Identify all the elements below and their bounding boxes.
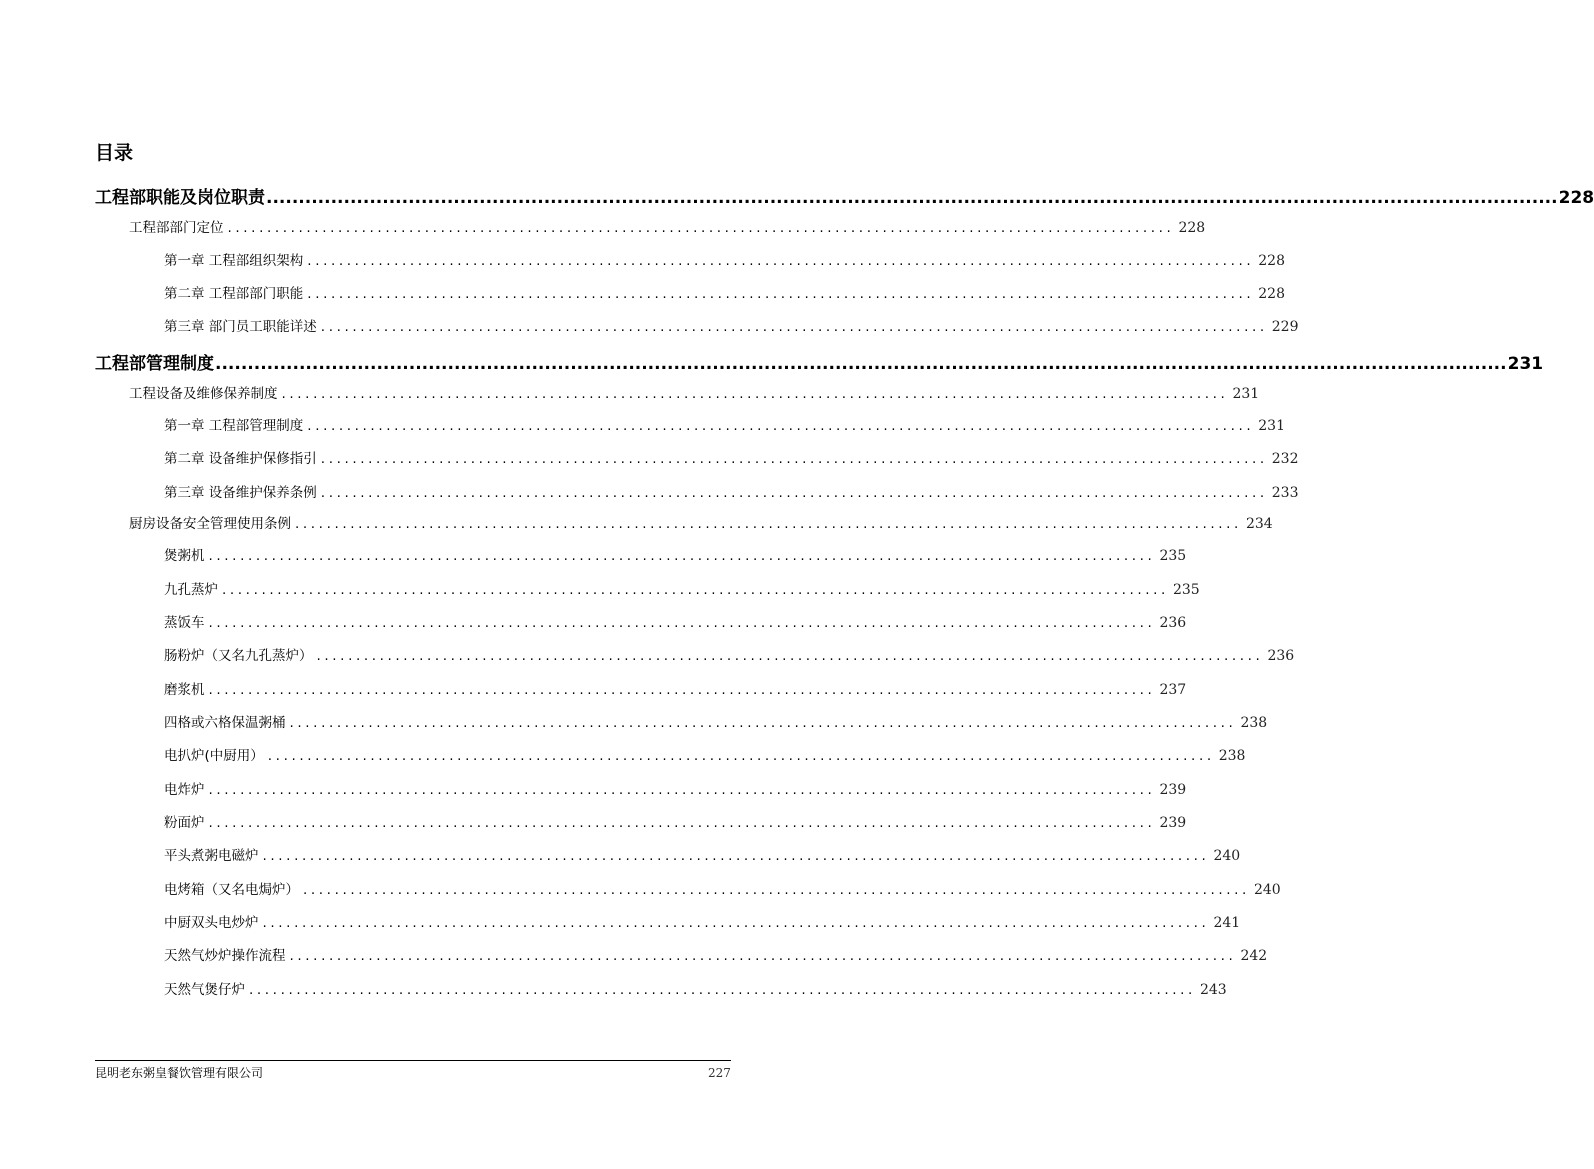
toc-entry-page-number: 231 xyxy=(1232,386,1260,402)
toc-entry-label: 天然气煲仔炉 xyxy=(164,982,245,998)
toc-entry-page-number: 242 xyxy=(1240,948,1268,964)
toc-entry[interactable] xyxy=(164,811,1187,831)
toc-entry[interactable] xyxy=(164,778,1187,798)
toc-dot-leader: ........................................................................................................................ xyxy=(295,516,1242,532)
toc-entry-page-number: 243 xyxy=(1199,982,1227,998)
toc-dot-leader: ........................................................................................................................ xyxy=(307,418,1255,434)
toc-entry[interactable] xyxy=(164,678,1187,698)
toc-entry-label: 中厨双头电炒炉 xyxy=(164,915,259,931)
toc-dot-leader: ........................................................................................................................ xyxy=(320,319,1268,335)
toc-entry[interactable] xyxy=(164,414,1285,434)
toc-entry-page-number: 238 xyxy=(1240,715,1268,731)
toc-entry-label: 磨浆机 xyxy=(164,682,205,698)
toc-dot-leader: ........................................................................................................................ xyxy=(289,715,1237,731)
toc-entry-page-number: 228 xyxy=(1178,220,1206,236)
toc-entry-page-number: 235 xyxy=(1172,582,1200,598)
toc-entry-label: 电烤箱（又名电焗炉） xyxy=(164,882,299,898)
toc-entry-page-number: 235 xyxy=(1159,548,1187,564)
toc-entry-label: 蒸饭车 xyxy=(164,615,205,631)
toc-entry-label: 工程部职能及岗位职责 xyxy=(95,188,265,208)
toc-entry-label: 九孔蒸炉 xyxy=(164,582,218,598)
toc-dot-leader: ........................................................................................................................ xyxy=(227,220,1175,236)
toc-dot-leader: ........................................................................................................................ xyxy=(320,451,1268,467)
toc-entry[interactable] xyxy=(129,216,1206,236)
toc-dot-leader: ........................................................................................................................ xyxy=(222,582,1169,598)
toc-entry-page-number: 236 xyxy=(1159,615,1187,631)
toc-entry-page-number: 228 xyxy=(1258,253,1285,269)
toc-entry-label: 电炸炉 xyxy=(164,782,205,798)
page-title: 目录 xyxy=(95,142,134,164)
toc-dot-leader: ........................................................................................................................ xyxy=(307,253,1255,269)
toc-entry-page-number: 234 xyxy=(1245,516,1273,532)
toc-entry[interactable] xyxy=(164,447,1299,467)
toc-entry-page-number: 236 xyxy=(1267,648,1295,664)
toc-entry-label: 电扒炉(中厨用） xyxy=(164,748,264,764)
toc-entry-page-number: 232 xyxy=(1271,451,1299,467)
footer-divider xyxy=(95,1060,731,1061)
toc-entry[interactable] xyxy=(164,711,1268,731)
toc-dot-leader: ........................................................................................................................ xyxy=(262,915,1210,931)
toc-entry-page-number: 241 xyxy=(1213,915,1241,931)
toc-dot-leader: ........................................................................................................................ xyxy=(316,648,1264,664)
toc-entry-page-number: 239 xyxy=(1159,782,1187,798)
toc-entry[interactable] xyxy=(129,382,1260,402)
footer-company-name: 昆明老东粥皇餐饮管理有限公司 xyxy=(95,1066,264,1080)
toc-entry-page-number: 240 xyxy=(1213,848,1241,864)
toc-entry-label: 粉面炉 xyxy=(164,815,205,831)
toc-entry-label: 工程设备及维修保养制度 xyxy=(129,386,278,402)
toc-entry[interactable] xyxy=(164,744,1246,764)
toc-dot-leader: ........................................................................................................................ xyxy=(267,748,1215,764)
toc-entry-page-number: 240 xyxy=(1253,882,1281,898)
toc-dot-leader: ........................................................................................................................ xyxy=(208,815,1156,831)
toc-entry-label: 工程部管理制度 xyxy=(95,354,214,374)
toc-entry-page-number: 239 xyxy=(1159,815,1187,831)
toc-dot-leader: ........................................................................................................................ xyxy=(208,682,1156,698)
toc-dot-leader: ........................................................................................................................ xyxy=(303,882,1250,898)
toc-entry[interactable] xyxy=(95,183,1594,208)
toc-dot-leader: ........................................................................................................................ xyxy=(249,982,1196,998)
toc-entry-label: 四格或六格保温粥桶 xyxy=(164,715,286,731)
toc-entry[interactable] xyxy=(164,611,1187,631)
toc-entry-label: 工程部部门定位 xyxy=(129,220,224,236)
toc-entry-page-number: 231 xyxy=(1258,418,1285,434)
toc-entry-label: 肠粉炉（又名九孔蒸炉） xyxy=(164,648,313,664)
toc-dot-leader: ........................................................................................................................ xyxy=(208,615,1156,631)
toc-dot-leader: ........................................................................................................................ xyxy=(307,286,1255,302)
toc-entry[interactable] xyxy=(129,512,1273,532)
toc-entry-label: 厨房设备安全管理使用条例 xyxy=(129,516,291,532)
toc-entry-page-number: 233 xyxy=(1271,485,1299,501)
toc-dot-leader: ........................................................................................................................ xyxy=(320,485,1268,501)
toc-entry[interactable] xyxy=(164,282,1285,302)
toc-entry[interactable] xyxy=(164,249,1285,269)
toc-entry[interactable] xyxy=(164,481,1299,501)
toc-entry[interactable] xyxy=(164,315,1299,335)
toc-entry[interactable] xyxy=(164,844,1241,864)
toc-dot-leader: ........................................................................................................................ xyxy=(262,848,1210,864)
toc-entry-page-number: 229 xyxy=(1271,319,1299,335)
toc-entry-label: 第三章 部门员工职能详述 xyxy=(164,319,317,335)
toc-dot-leader: ........................................................................................................................ xyxy=(289,948,1237,964)
toc-entry-page-number: 238 xyxy=(1218,748,1246,764)
toc-entry[interactable] xyxy=(164,878,1281,898)
toc-entry-page-number: 237 xyxy=(1159,682,1187,698)
toc-entry[interactable] xyxy=(95,349,1544,374)
toc-entry[interactable] xyxy=(164,944,1268,964)
toc-entry[interactable] xyxy=(164,578,1200,598)
toc-entry-page-number: 231 xyxy=(1507,354,1544,374)
toc-dot-leader: ........................................................................................................................ xyxy=(208,548,1156,564)
toc-entry[interactable] xyxy=(164,644,1295,664)
toc-entry-label: 第二章 工程部部门职能 xyxy=(164,286,304,302)
toc-entry[interactable] xyxy=(164,978,1227,998)
toc-entry-label: 平头煮粥电磁炉 xyxy=(164,848,259,864)
toc-dot-leader: ........................................................................................................................................................................................................ xyxy=(266,188,1558,208)
toc-entry[interactable] xyxy=(164,544,1187,564)
toc-entry[interactable] xyxy=(164,911,1241,931)
toc-entry-label: 第三章 设备维护保养条例 xyxy=(164,485,317,501)
toc-entry-label: 第一章 工程部组织架构 xyxy=(164,253,304,269)
toc-dot-leader: ........................................................................................................................................................................................................ xyxy=(215,354,1507,374)
toc-entry-page-number: 228 xyxy=(1258,286,1285,302)
toc-dot-leader: ........................................................................................................................ xyxy=(208,782,1156,798)
toc-entry-label: 第二章 设备维护保修指引 xyxy=(164,451,317,467)
toc-entry-label: 天然气炒炉操作流程 xyxy=(164,948,286,964)
footer-page-number: 227 xyxy=(708,1066,731,1080)
toc-dot-leader: ........................................................................................................................ xyxy=(281,386,1229,402)
toc-entry-page-number: 228 xyxy=(1558,188,1594,208)
toc-entry-label: 煲粥机 xyxy=(164,548,205,564)
toc-entry-label: 第一章 工程部管理制度 xyxy=(164,418,304,434)
